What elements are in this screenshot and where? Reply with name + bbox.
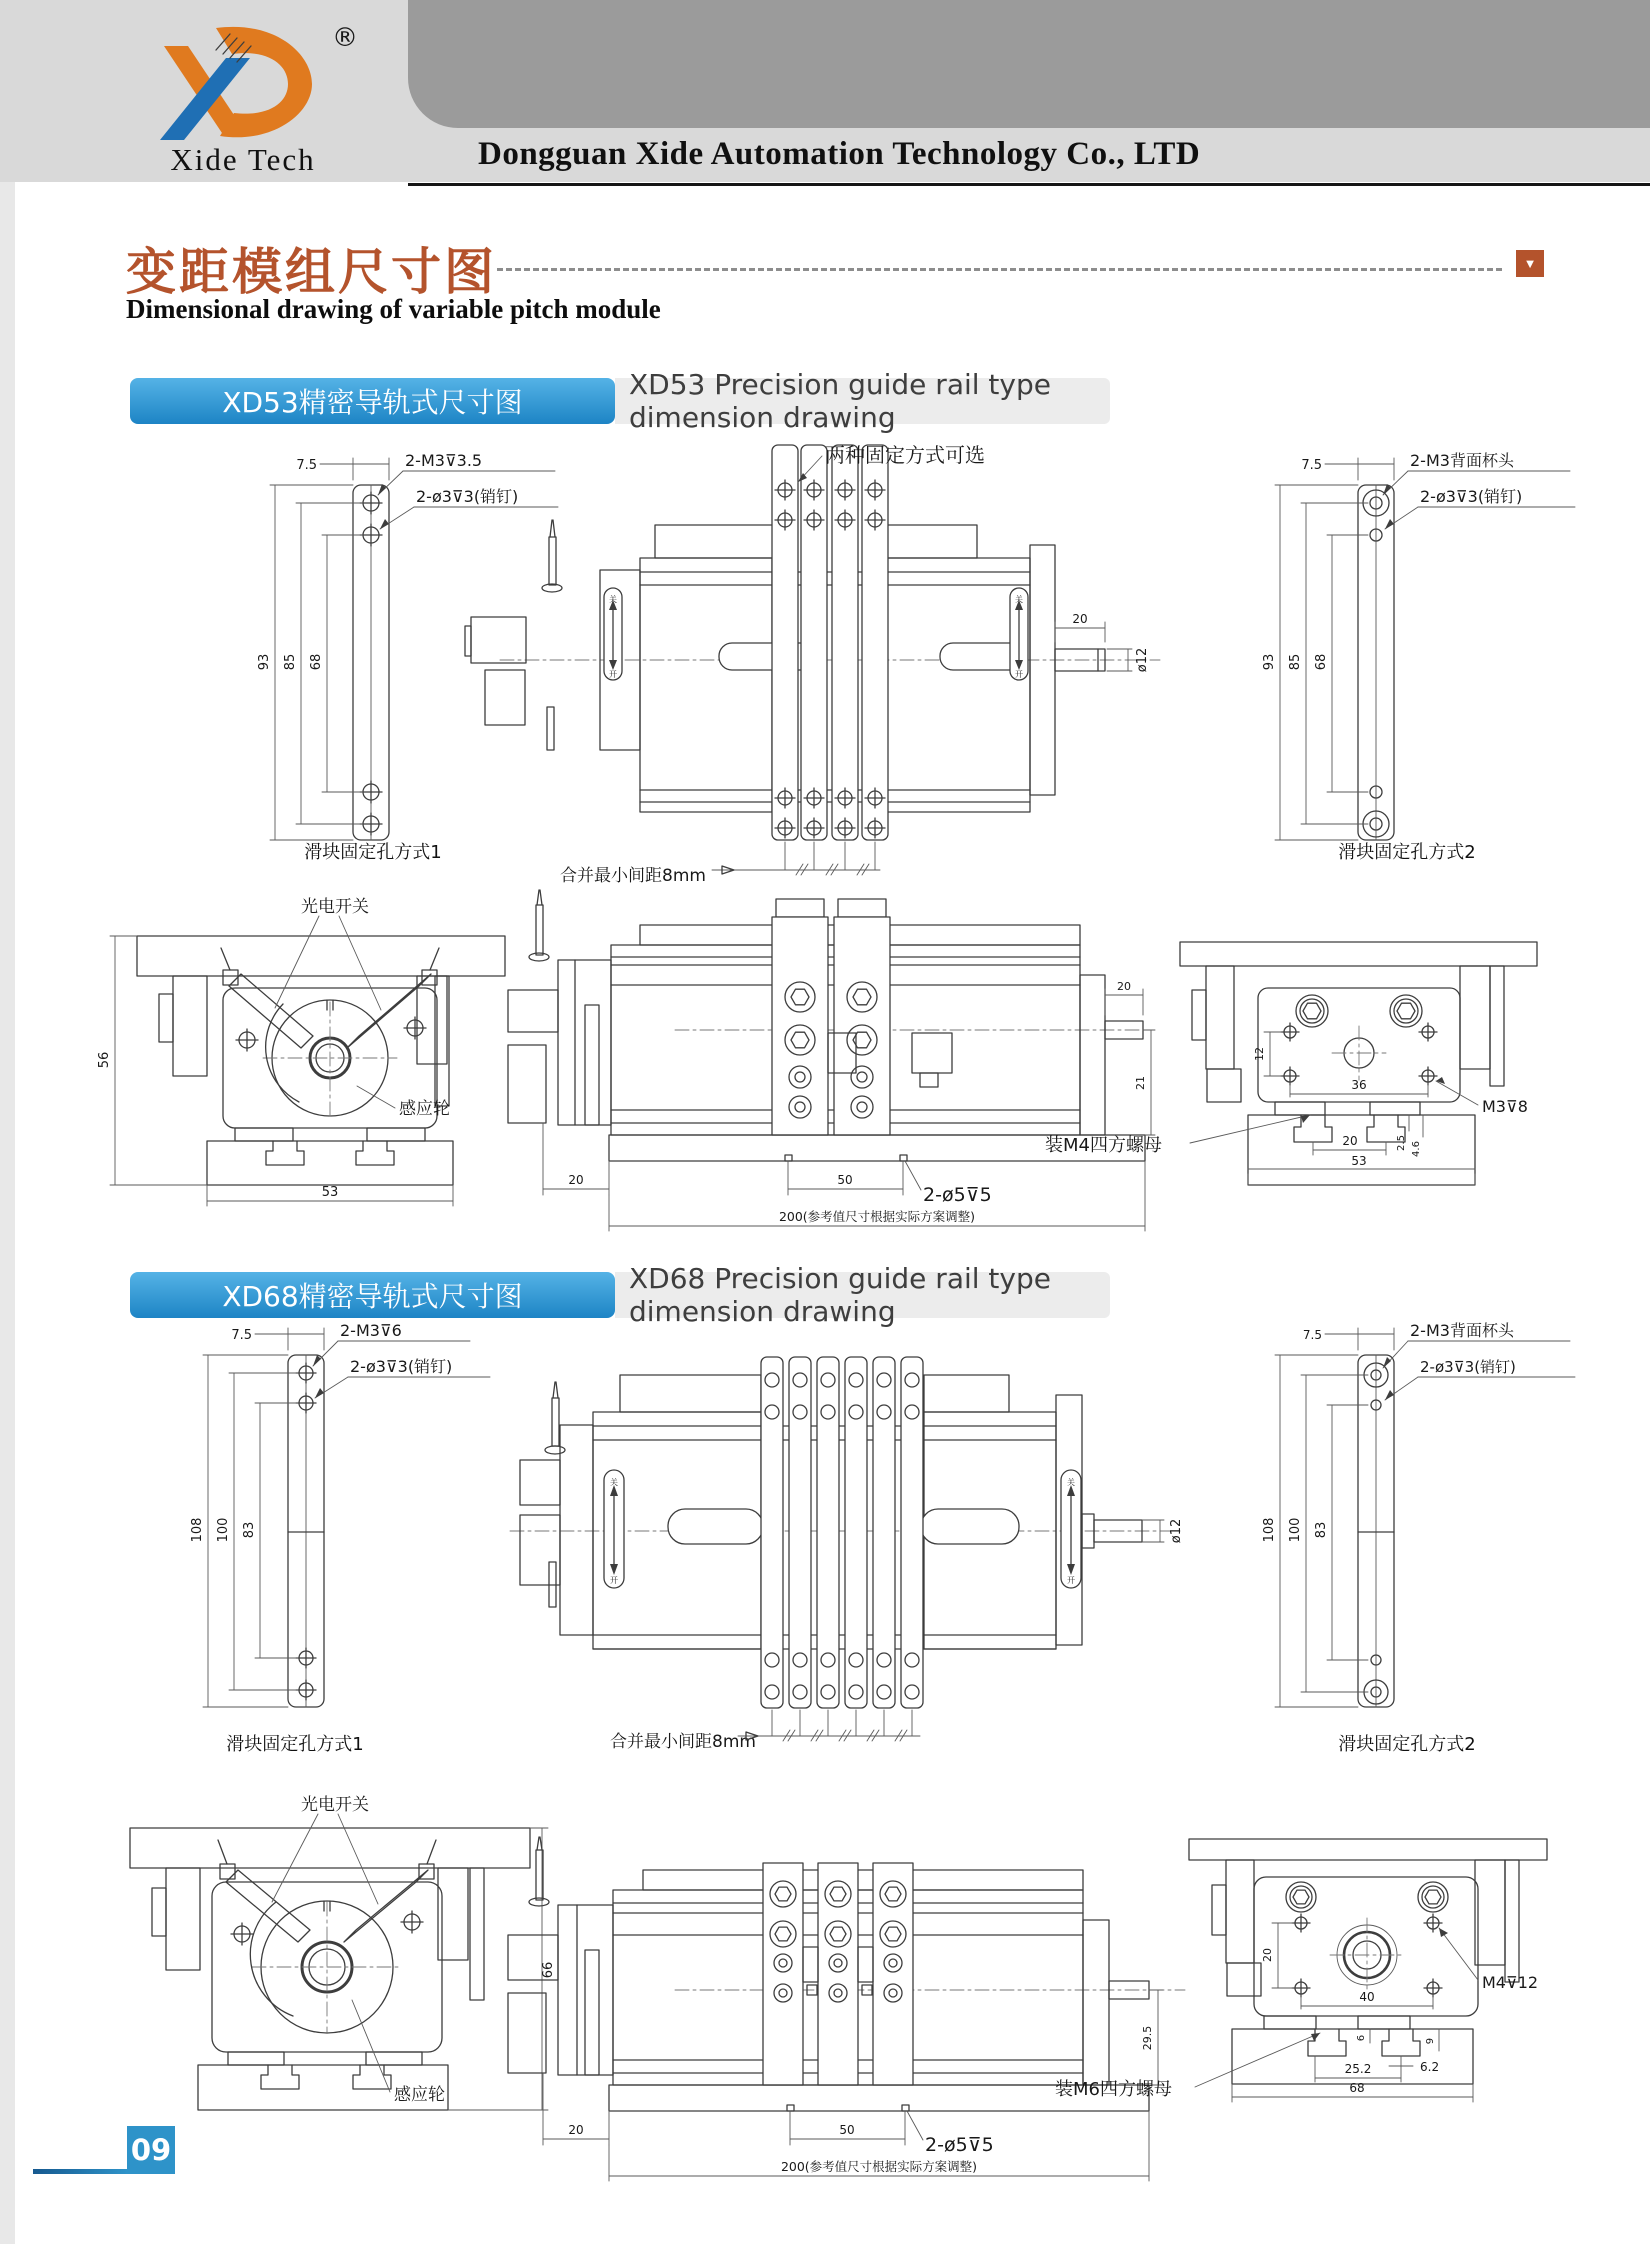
dim-label: 93 <box>1262 653 1277 671</box>
s1-end-drawing <box>85 890 525 1220</box>
dim-label: 200(参考值尺寸根据实际方案调整) <box>780 2159 978 2174</box>
dim-label: 68 <box>309 653 324 671</box>
callout-label: 2-M3背面杯头 <box>1410 1321 1514 1340</box>
dim-label: 93 <box>257 653 272 671</box>
svg-text:关: 关 <box>609 595 617 604</box>
callout-label: 光电开关 <box>301 1795 369 1815</box>
callout-label: 2-M3背面杯头 <box>1410 451 1514 470</box>
s2-end-drawing <box>80 1790 560 2120</box>
logo-registered-mark: ® <box>332 23 358 53</box>
svg-text:开: 开 <box>610 1576 618 1585</box>
s2-plate1-caption: 滑块固定孔方式1 <box>226 1734 364 1755</box>
svg-text:关: 关 <box>610 1478 618 1487</box>
dim-label: 20 <box>1261 1948 1274 1962</box>
callout-label: 2-ø3⊽3(销钉) <box>350 1357 453 1376</box>
dim-label: 85 <box>283 653 298 671</box>
s2-plate2-caption: 滑块固定孔方式2 <box>1338 1734 1476 1755</box>
s1-plate2-drawing <box>1240 440 1600 870</box>
header-rule <box>408 183 1650 186</box>
dim-label: 6.2 <box>1420 2060 1440 2074</box>
dim-label: 100 <box>216 1517 231 1543</box>
callout-label: 两种固定方式可选 <box>825 443 985 467</box>
section2-badge: XD68精密导轨式尺寸图 <box>130 1272 615 1318</box>
callout-label: M3⊽8 <box>1482 1097 1528 1116</box>
company-name: Dongguan Xide Automation Technology Co., LTD <box>478 136 1201 172</box>
dim-label: 9 <box>1425 2037 1436 2045</box>
callout-label: 2-ø3⊽3(销钉) <box>1420 487 1523 506</box>
merge-label: 合并最小间距8mm <box>610 1732 756 1752</box>
svg-text:关: 关 <box>1015 595 1023 604</box>
dim-label: 56 <box>97 1051 112 1069</box>
dim-label: 21 <box>1134 1076 1147 1090</box>
dim-label: 4.6 <box>1411 1141 1422 1157</box>
callout-label: 2-M3⊽3.5 <box>405 451 483 470</box>
stroke-arrow <box>1061 1470 1081 1588</box>
slat <box>761 1357 923 1708</box>
callout-label: M4⊽12 <box>1482 1973 1539 1992</box>
dim-label: ø12 <box>1135 647 1150 673</box>
header-band <box>408 0 1650 128</box>
page-title-en: Dimensional drawing of variable pitch module <box>126 294 661 324</box>
dim-label: 68 <box>1349 2081 1365 2095</box>
stroke-arrow <box>1010 588 1028 680</box>
xd-logo-icon <box>120 20 370 142</box>
s2-plate1-drawing <box>150 1300 495 1775</box>
dim-label: 25.2 <box>1344 2062 1372 2076</box>
dim-label: 7.5 <box>231 1328 252 1343</box>
callout-label: 感应轮 <box>399 1099 450 1119</box>
dim-label: 50 <box>839 2123 855 2137</box>
callout-label: 装M6四方螺母 <box>1055 2079 1172 2100</box>
slat-holes <box>765 1373 919 1699</box>
title-marker-icon: ▼ <box>1516 250 1544 277</box>
dim-label: 68 <box>1314 653 1329 671</box>
dim-label: 2.5 <box>1396 1135 1407 1151</box>
dim-label: 12 <box>1253 1047 1266 1061</box>
dim-label: 7.5 <box>1302 1328 1322 1342</box>
dim-label: 40 <box>1359 1990 1375 2004</box>
page-number-line <box>33 2169 127 2174</box>
s1-rear-drawing <box>1020 885 1650 1225</box>
callout-label: 2-ø5⊽5 <box>925 2134 994 2156</box>
dim-label: 85 <box>1288 653 1303 671</box>
stroke-arrow <box>604 588 622 680</box>
dim-label: 108 <box>1262 1517 1277 1543</box>
s2-plate2-drawing <box>1240 1300 1600 1775</box>
logo-wordmark: Xide Tech <box>170 142 316 177</box>
section1-heading: XD53 Precision guide rail type dimension drawing <box>615 378 1110 424</box>
callout-label: 2-M3⊽6 <box>340 1321 402 1340</box>
dim-label: 53 <box>321 1185 339 1200</box>
s1-front-drawing <box>460 430 1200 900</box>
callout-label: 2-ø3⊽3(销钉) <box>416 487 519 506</box>
callout-label: 装M4四方螺母 <box>1045 1135 1162 1156</box>
s2-front-drawing <box>480 1300 1200 1780</box>
slat <box>772 445 888 840</box>
dim-label: 20 <box>568 2123 584 2137</box>
callout-label: 感应轮 <box>394 2085 445 2105</box>
s1-plate1-caption: 滑块固定孔方式1 <box>304 842 442 863</box>
svg-text:关: 关 <box>1067 1478 1075 1487</box>
svg-text:开: 开 <box>1067 1576 1075 1585</box>
dim-label: 7.5 <box>1301 458 1322 473</box>
dim-label: 83 <box>242 1521 257 1539</box>
dim-label: 6 <box>1356 2034 1367 2042</box>
callout-label: 2-ø3⊽3(销钉) <box>1420 1358 1516 1376</box>
callout-label: 光电开关 <box>301 897 369 917</box>
page-number: 09 <box>127 2126 175 2174</box>
dim-label: 20 <box>1117 980 1131 993</box>
callout-label: 2-ø5⊽5 <box>923 1184 992 1206</box>
dim-label: 200(参考值尺寸根据实际方案调整) <box>778 1209 976 1224</box>
s2-rear-drawing <box>1020 1825 1650 2165</box>
dim-label: 20 <box>568 1173 584 1187</box>
merge-label: 合并最小间距8mm <box>560 866 706 886</box>
svg-text:开: 开 <box>609 670 617 679</box>
dim-label: 36 <box>1351 1078 1367 1092</box>
dim-label: 108 <box>190 1517 205 1543</box>
dim-label: 20 <box>1072 612 1088 626</box>
page-title-zh: 变距模组尺寸图 <box>126 243 497 301</box>
dim-label: 66 <box>541 1961 556 1979</box>
dim-label: 100 <box>1288 1517 1303 1543</box>
s1-plate2-caption: 滑块固定孔方式2 <box>1338 842 1476 863</box>
stroke-arrow <box>604 1470 624 1588</box>
page-left-margin <box>0 0 15 2244</box>
dim-label: 29.5 <box>1141 2025 1154 2051</box>
title-dashed-line <box>497 268 1502 271</box>
dim-label: 53 <box>1351 1154 1367 1168</box>
svg-text:开: 开 <box>1015 670 1023 679</box>
dim-label: ø12 <box>1169 1518 1184 1544</box>
section2-heading: XD68 Precision guide rail type dimension drawing <box>615 1272 1110 1318</box>
dim-label: 20 <box>1342 1134 1358 1148</box>
section1-badge: XD53精密导轨式尺寸图 <box>130 378 615 424</box>
dim-label: 50 <box>837 1173 853 1187</box>
dim-label: 83 <box>1314 1521 1329 1539</box>
dim-label: 7.5 <box>296 458 317 473</box>
